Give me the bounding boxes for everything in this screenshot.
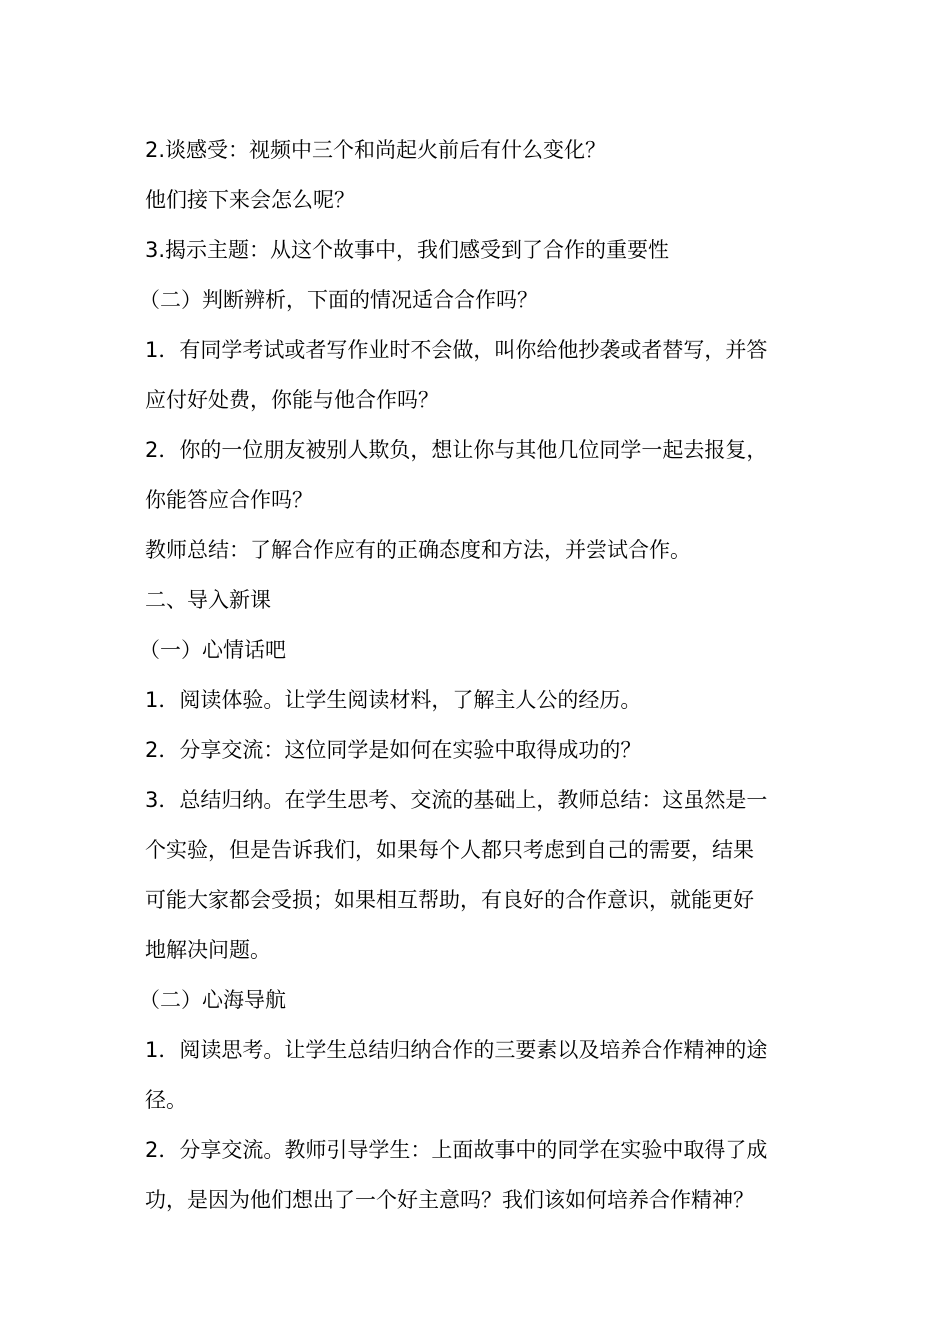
text-line: 1．有同学考试或者写作业时不会做，叫你给他抄袭或者替写，并答 (145, 338, 768, 362)
text-line: 应付好处费，你能与他合作吗？ (145, 388, 439, 412)
section-heading: （二）判断辨析，下面的情况适合合作吗？ (139, 288, 538, 312)
text-line: 2．分享交流：这位同学是如何在实验中取得成功的？ (145, 738, 642, 762)
subsection-heading: （二）心海导航 (139, 988, 286, 1012)
text-line: 1．阅读体验。让学生阅读材料，了解主人公的经历。 (145, 688, 642, 712)
text-line: 他们接下来会怎么呢？ (145, 188, 355, 212)
subsection-heading: （一）心情话吧 (139, 638, 286, 662)
text-line: 径。 (145, 1088, 187, 1112)
text-line: 2.谈感受：视频中三个和尚起火前后有什么变化？ (145, 138, 607, 162)
text-line: 1．阅读思考。让学生总结归纳合作的三要素以及培养合作精神的途 (145, 1038, 768, 1062)
section-heading: 二、导入新课 (145, 588, 271, 612)
text-line: 你能答应合作吗？ (145, 488, 313, 512)
text-line: 教师总结：了解合作应有的正确态度和方法，并尝试合作。 (145, 538, 691, 562)
text-line: 地解决问题。 (145, 938, 271, 962)
document-body (139, 125, 810, 1225)
text-line: 3．总结归纳。在学生思考、交流的基础上，教师总结：这虽然是一 (145, 788, 768, 812)
text-line: 3.揭示主题：从这个故事中，我们感受到了合作的重要性 (145, 238, 670, 262)
text-line: 可能大家都会受损；如果相互帮助，有良好的合作意识，就能更好 (145, 888, 754, 912)
text-line: 2．分享交流。教师引导学生：上面故事中的同学在实验中取得了成 (145, 1138, 768, 1162)
text-line: 2．你的一位朋友被别人欺负，想让你与其他几位同学一起去报复， (145, 438, 768, 462)
text-line: 个实验，但是告诉我们，如果每个人都只考虑到自己的需要，结果 (145, 838, 754, 862)
text-line: 功，是因为他们想出了一个好主意吗？我们该如何培养合作精神？ (145, 1188, 754, 1212)
